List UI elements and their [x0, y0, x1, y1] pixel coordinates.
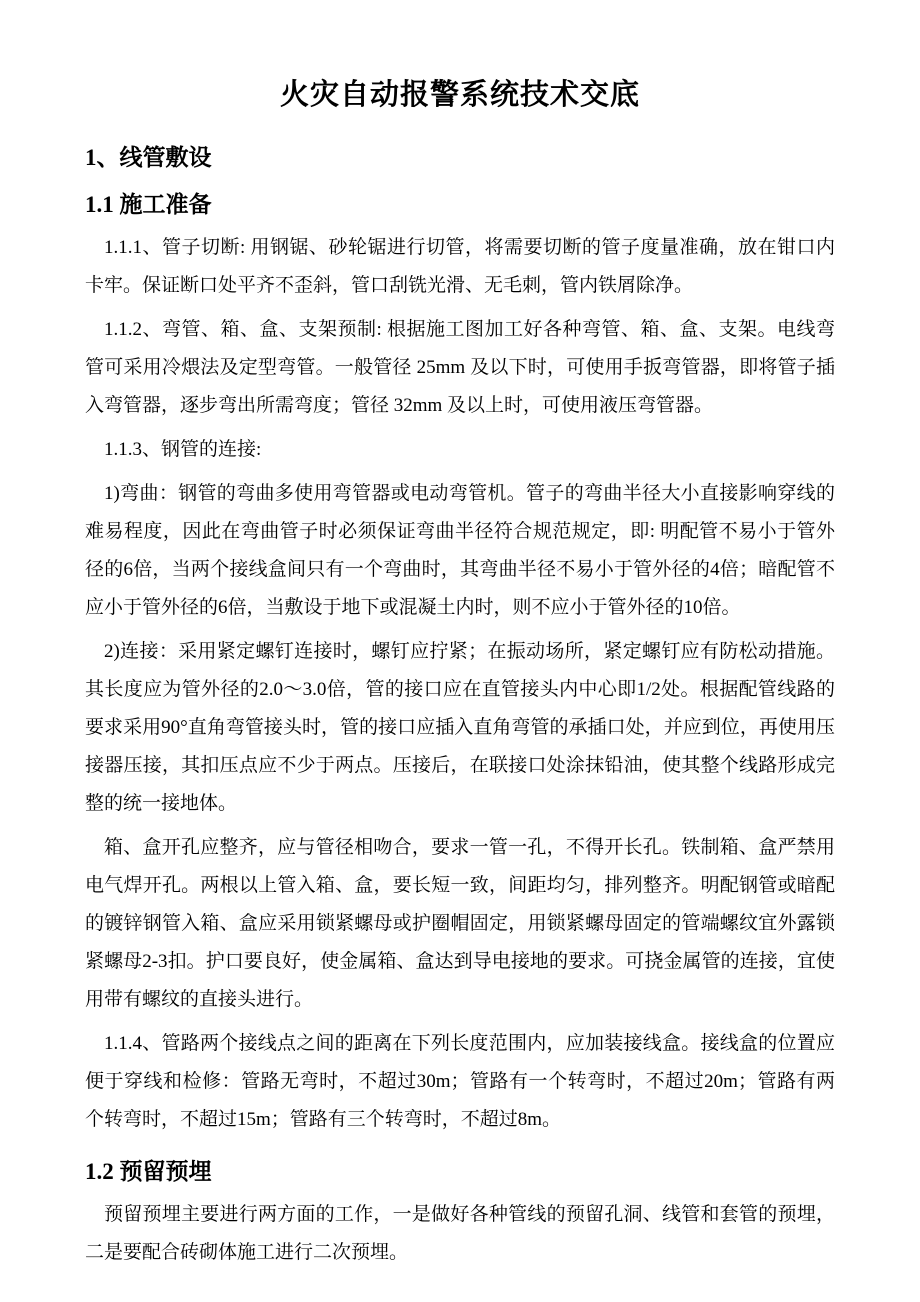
paragraph-bending-rules: 1)弯曲：钢管的弯曲多使用弯管器或电动弯管机。管子的弯曲半径大小直接影响穿线的难易程度，因此在弯曲管子时必须保证弯曲半径符合规范规定，即: 明配管不易小于管外径的6倍，当两个接线盒间只有一个弯曲时，其弯曲半径不易小于管外径的4倍；暗配管不应小于管外径的6倍，当敷设于地下或混凝土内时，则不应小于管外径的10倍。 [85, 483, 835, 618]
paragraph-steel-pipe-connection-label: 1.1.3、钢管的连接: [104, 439, 262, 460]
paragraph-pipe-cutting: 1.1.1、管子切断: 用钢锯、砂轮锯进行切管，将需要切断的管子度量准确，放在钳口内卡牢。保证断口处平齐不歪斜，管口刮铣光滑、无毛刺，管内铁屑除净。 [85, 237, 835, 296]
section-heading-pipe-laying: 1、线管敷设 [85, 145, 212, 170]
paragraph-connection-rules: 2)连接：采用紧定螺钉连接时，螺钉应拧紧；在振动场所，紧定螺钉应有防松动措施。其长度应为管外径的2.0～3.0倍，管的接口应在直管接头内中心即1/2处。根据配管线路的要求采用90°直角弯管接头时，管的接口应插入直角弯管的承插口处，并应到位，再使用压接器压接，其扣压点应不少于两点。压接后，在联接口处涂抹铅油，使其整个线路形成完整的统一接地体。 [85, 641, 835, 814]
paragraph-bend-prefabrication: 1.1.2、弯管、箱、盒、支架预制: 根据施工图加工好各种弯管、箱、盒、支架。电线弯管可采用冷煨法及定型弯管。一般管径 25mm 及以下时，可使用手扳弯管器，即将管子插入弯管器，逐步弯出所需弯度；管径 32mm 及以上时，可使用液压弯管器。 [85, 319, 835, 416]
subsection-heading-construction-preparation: 1.1 施工准备 [85, 192, 212, 217]
paragraph-reserved-embedding-intro: 预留预埋主要进行两方面的工作，一是做好各种管线的预留孔洞、线管和套管的预埋，二是要配合砖砌体施工进行二次预埋。 [85, 1204, 835, 1263]
document-title: 火灾自动报警系统技术交底 [279, 79, 640, 111]
paragraph-box-hole-requirements: 箱、盒开孔应整齐，应与管径相吻合，要求一管一孔，不得开长孔。铁制箱、盒严禁用电气焊开孔。两根以上管入箱、盒，要长短一致，间距均匀，排列整齐。明配钢管或暗配的镀锌钢管入箱、盒应采用锁紧螺母或护圈帽固定，用锁紧螺母固定的管端螺纹宜外露锁紧螺母2-3扣。护口要良好，使金属箱、盒达到导电接地的要求。可挠金属管的连接，宜使用带有螺纹的直接头进行。 [85, 837, 835, 1010]
paragraph-junction-box-spacing: 1.1.4、管路两个接线点之间的距离在下列长度范围内，应加装接线盒。接线盒的位置应便于穿线和检修：管路无弯时，不超过30m；管路有一个转弯时，不超过20m；管路有两个转弯时，不超过15m；管路有三个转弯时，不超过8m。 [85, 1033, 835, 1130]
subsection-heading-reserved-embedding: 1.2 预留预埋 [85, 1159, 212, 1184]
